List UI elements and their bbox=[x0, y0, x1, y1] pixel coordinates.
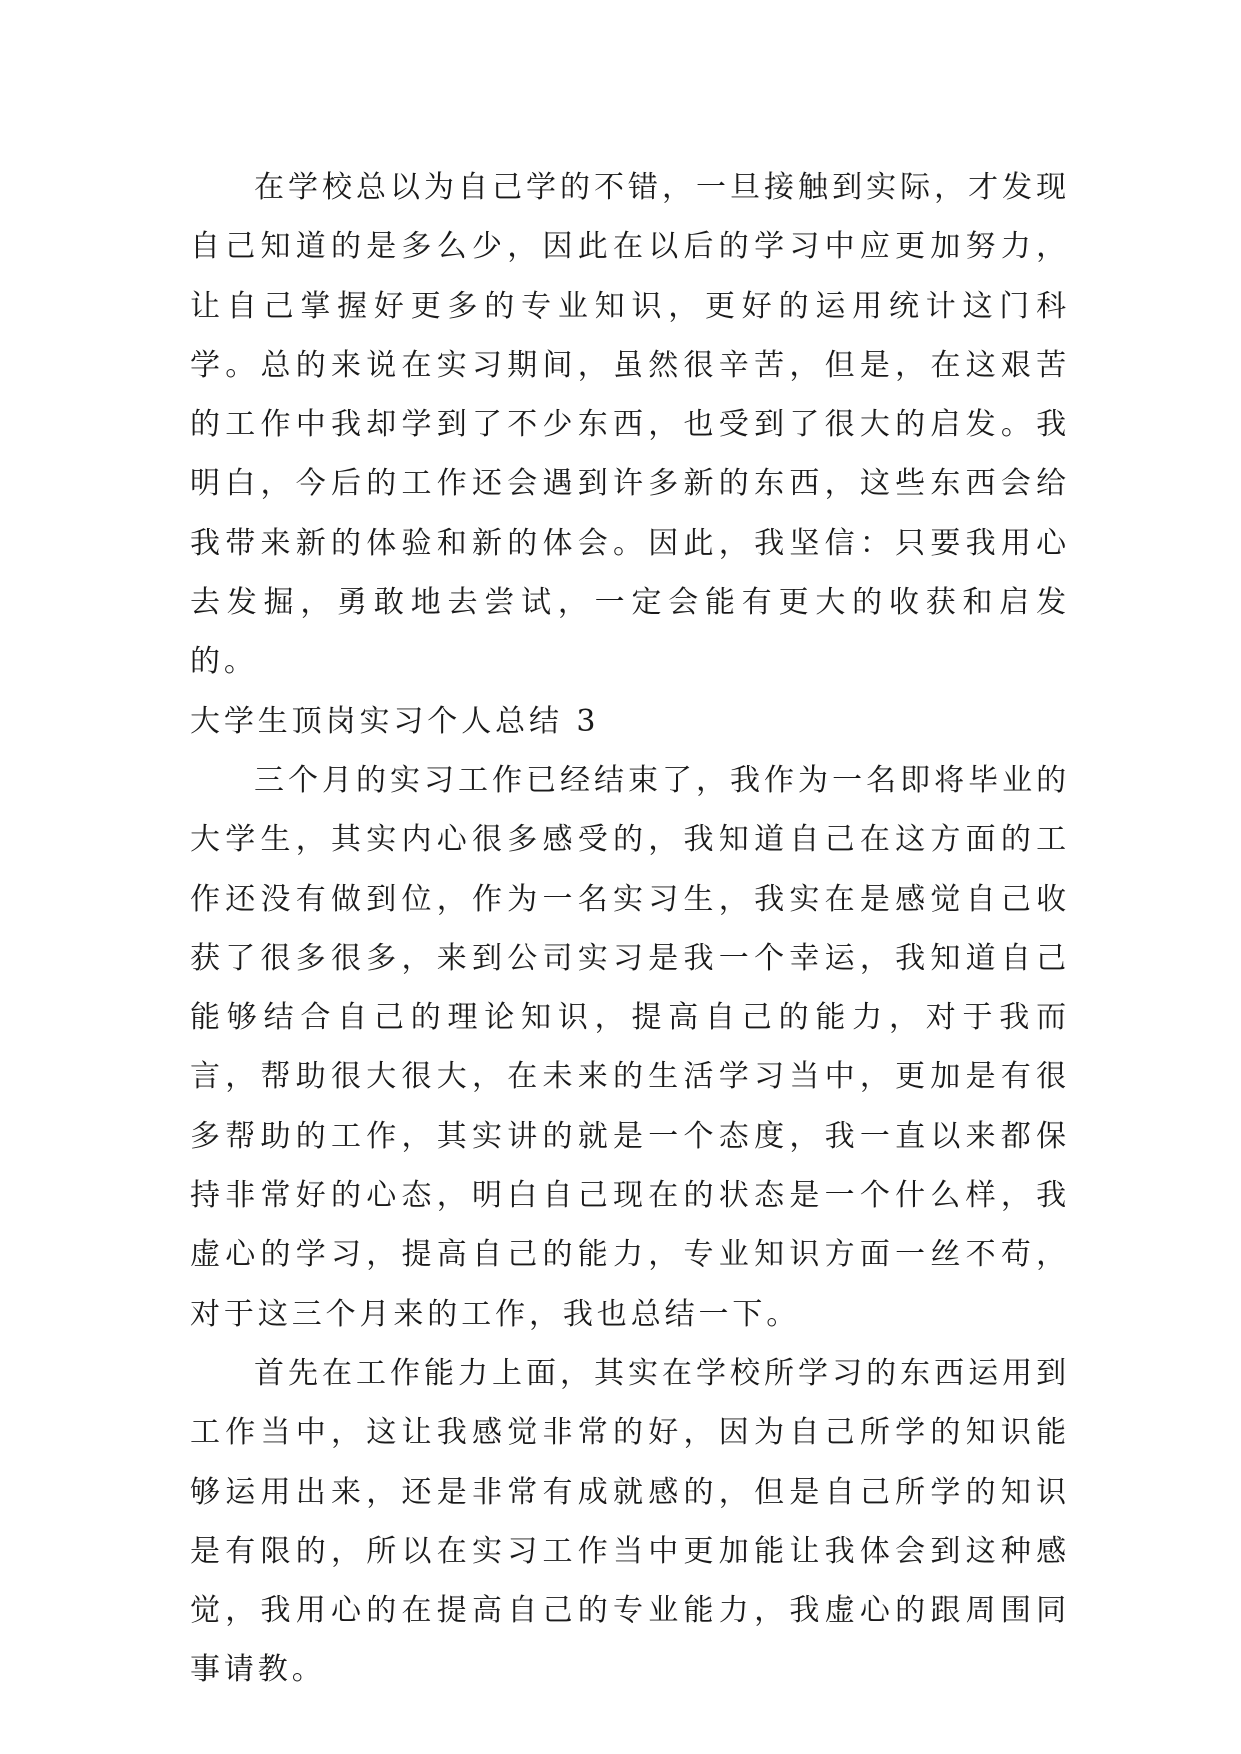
document-body bbox=[190, 158, 1070, 1700]
paragraph-three-month-summary: 三个月的实习工作已经结束了，我作为一名即将毕业的大学生，其实内心很多感受的，我知道自己在这方面的工作还没有做到位，作为一名实习生，我实在是感觉自己收获了很多很多，来到公司实习是我一个幸运，我知道自己能够结合自己的理论知识，提高自己的能力，对于我而言，帮助很大很大，在未来的生活学习当中，更加是有很多帮助的工作，其实讲的就是一个态度，我一直以来都保持非常好的心态，明白自己现在的状态是一个什么样，我虚心的学习，提高自己的能力，专业知识方面一丝不苟，对于这三个月来的工作，我也总结一下。 bbox=[190, 762, 1070, 1332]
paragraph-work-ability: 首先在工作能力上面，其实在学校所学习的东西运用到工作当中，这让我感觉非常的好，因为自己所学的知识能够运用出来，还是非常有成就感的，但是自己所学的知识是有限的，所以在实习工作当中更加能让我体会到这种感觉，我用心的在提高自己的专业能力，我虚心的跟周围同事请教。 bbox=[190, 1355, 1070, 1688]
paragraph-internship-reflection: 在学校总以为自己学的不错，一旦接触到实际，才发现自己知道的是多么少，因此在以后的学习中应更加努力，让自己掌握好更多的专业知识，更好的运用统计这门科学。总的来说在实习期间，虽然很辛苦，但是，在这艰苦的工作中我却学到了不少东西，也受到了很大的启发。我明白，今后的工作还会遇到许多新的东西，这些东西会给我带来新的体验和新的体会。因此，我坚信：只要我用心去发掘，勇敢地去尝试，一定会能有更大的收获和启发的。 bbox=[190, 170, 1070, 680]
section-heading: 大学生顶岗实习个人总结 3 bbox=[190, 703, 600, 739]
